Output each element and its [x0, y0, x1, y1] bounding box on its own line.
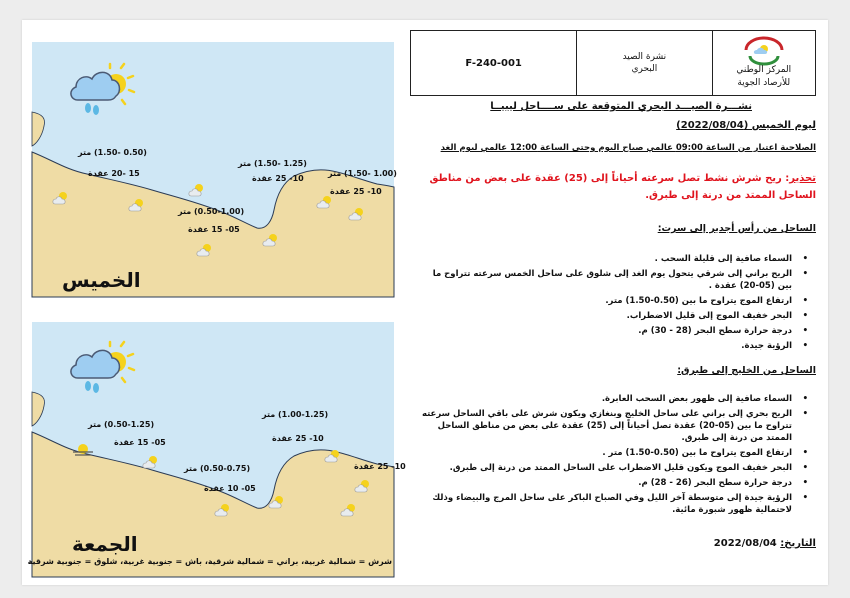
warning-label: تحذير [789, 173, 816, 184]
sun-cloud-icon [128, 197, 146, 217]
list-item: • ارتفاع الموج يتراوح ما بين (0.50-1.50) متر. [416, 295, 816, 307]
header-logo-cell [712, 31, 815, 95]
list-item: • البحر خفيف الموج إلى قليل الاضطراب. [416, 310, 816, 322]
list-item: • الرؤية جيدة. [416, 340, 816, 352]
sun-cloud-icon [214, 502, 232, 522]
header-title-cell [576, 31, 711, 95]
list-item: • الريح براني إلى شرقي يتحول يوم الغد إلى شلوق على ساحل الخمس سرعته تتراوح ما بين (05-20) عقدة . [416, 268, 816, 292]
doc-code: F-240-001 [465, 57, 522, 69]
map-thursday [32, 42, 397, 297]
map-friday [27, 322, 406, 577]
rain-cloud-icon [66, 64, 136, 123]
warning-paragraph [410, 170, 816, 204]
header-code-cell [411, 31, 576, 95]
forecast-list-west [416, 253, 816, 355]
wind-label-center: 10- 25 عقدة [272, 434, 324, 443]
list-item: • الرؤية جيدة إلى متوسطة آخر الليل وفي الصباح الباكر على ساحل المرج والبيضاء وذلك لاحتمالية ظهور شبورة مائية. [416, 492, 816, 516]
wave-label-west: (0.50 -1.50) متر [78, 148, 147, 157]
sun-cloud-icon [340, 502, 358, 522]
wind-label-gulf: 05- 10 عقدة [204, 484, 256, 493]
sun-cloud-icon [268, 494, 286, 514]
sun-cloud-icon [142, 454, 160, 474]
forecast-list-east [416, 393, 816, 519]
wave-label-gulf: (0.50-0.75) متر [184, 464, 251, 473]
section-title-east: الساحل من الخليج إلى طبرق: [677, 365, 816, 376]
issue-date [714, 538, 816, 549]
wave-label-gulf: (0.50-1.00) متر [178, 207, 245, 216]
wind-direction-legend: شرش = شمالية غربية، براني = شمالية شرقية، باش = جنوبية غربية، شلوق = جنوبية شرقية [27, 557, 392, 566]
sun-cloud-icon [196, 242, 214, 262]
sun-cloud-icon [188, 182, 206, 202]
list-item: • السماء صافية إلى ظهور بعض السحب العابرة. [416, 393, 816, 405]
wind-label-west: 05- 15 عقدة [114, 438, 166, 447]
sun-cloud-icon [262, 232, 280, 252]
org-name-line2: للأرصاد الجوية [737, 78, 791, 88]
sun-cloud-icon [52, 190, 70, 210]
sun-cloud-icon [316, 194, 334, 214]
header-table [410, 30, 816, 96]
wind-label-east: 10- 25 عقدة [330, 187, 382, 196]
sun-cloud-icon [354, 478, 372, 498]
validity-period: الصلاحية اعتبار من الساعة 09:00 عالمي صباح اليوم وحتى الساعة 12:00 عالمي ليوم الغد [440, 143, 816, 153]
wind-label-east: 10- 25 عقدة [354, 462, 406, 471]
org-name-line1: المركز الوطني [736, 65, 792, 75]
day-title: ليوم الخميس (2022/08/04) [676, 120, 816, 131]
list-item: • ارتفاع الموج يتراوح ما بين (0.50-1.50) متر . [416, 447, 816, 459]
wind-label-center: 10- 25 عقدة [252, 174, 304, 183]
wave-label-center: (1.00-1.25) متر [262, 410, 329, 419]
fog-icon [72, 440, 94, 462]
list-item: • السماء صافية إلى قليلة السحب . [416, 253, 816, 265]
bulletin-page [22, 20, 828, 585]
sun-cloud-icon [348, 206, 366, 226]
section-title-west: الساحل من رأس أجدير إلى سرت: [657, 223, 816, 234]
wind-label-west: 15 -20 عقدة [88, 169, 140, 178]
sun-cloud-icon [324, 448, 342, 468]
center-logo-icon [742, 36, 786, 62]
rain-cloud-icon [66, 342, 136, 401]
warning-text: : ريح شرش نشط تصل سرعته أحياناً إلى (25) عقدة على بعض من مناطق الساحل الممتد من درنة إلى طبرق. [429, 173, 816, 201]
list-item: • درجة حرارة سطح البحر (26 - 28) م. [416, 477, 816, 489]
wave-label-west: (0.50-1.25) متر [88, 420, 155, 429]
wave-label-east: (1.00 -1.50) متر [328, 169, 397, 178]
date-label: التاريخ: [780, 538, 816, 549]
bulletin-title: نشرة الصيد البحري [622, 52, 667, 74]
map-day-label: الخميس [62, 268, 141, 292]
wind-label-gulf: 05- 15 عقدة [188, 225, 240, 234]
main-title: نشـــرة الصيـــد البحري المتوقعة على ســــاحل ليبيــا [490, 101, 752, 112]
date-value: 2022/08/04 [713, 538, 777, 549]
list-item: • الريح بحري إلى براني على ساحل الخليج وبنغازي ويكون شرش على باقي الساحل سرعته تتراوح ما بين (05-20) عقدة تصل أحياناً إلى (25) عقدة على بعض من مناطق الساحل الممتد من درنة إلى طبرق. [416, 408, 816, 444]
list-item: • درجة حرارة سطح البحر (28 - 30) م. [416, 325, 816, 337]
list-item: • البحر خفيف الموج ويكون قليل الاضطراب على الساحل الممتد من درنة إلى طبرق. [416, 462, 816, 474]
map-day-label: الجمعة [72, 532, 138, 556]
bulletin-text [410, 20, 816, 585]
wave-label-center: (1.25 -1.50) متر [238, 159, 307, 168]
